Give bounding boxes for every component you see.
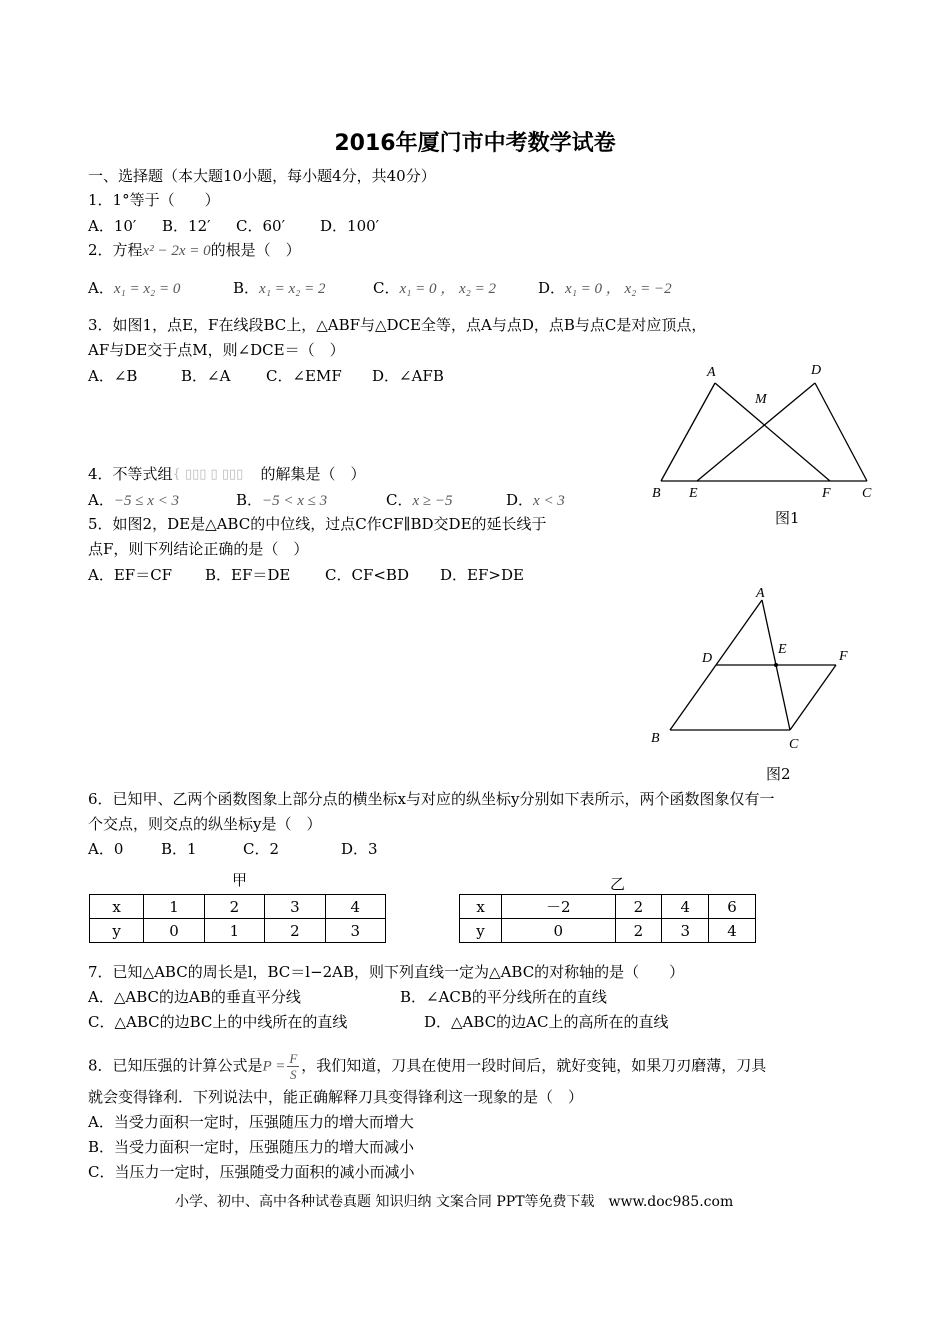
q8-formula-fraction [287,1051,299,1082]
q6-option-a: A．0 [88,840,124,858]
q4-option-a [88,490,236,511]
q4-option-c-label: C． [386,491,413,509]
table-cell: 4 [325,895,385,919]
fig1-label-e: E [689,486,698,501]
fig2-label-a: A [756,586,765,601]
q5-line1: 5．如图2，DE是△ABC的中位线，过点C作CF∥BD交DE的延长线于 [88,515,547,533]
q4-stem-pre: 4．不等式组 [88,465,173,483]
fig2-label-f: F [839,649,848,664]
table-cell: 4 [709,919,756,943]
q2-option-b-label: B． [233,279,260,297]
q6-options [88,839,378,859]
q6-option-d: D．3 [341,840,378,858]
q8-formula-denominator: S [290,1067,297,1082]
fig2-point-e [774,663,778,667]
q5-option-c: C．CF<BD [325,566,409,584]
q5-option-d: D．EF>DE [440,566,524,584]
q8-option-a: A．当受力面积一定时，压强随压力的增大而增大 [88,1113,414,1131]
table-row [460,895,756,919]
table-row [460,919,756,943]
q3-option-b: B．∠A [181,367,231,385]
table-cell: －2 [502,895,615,919]
q1-option-b: B．12′ [162,217,211,235]
q8-stem-pre: 8．已知压强的计算公式是 [88,1056,263,1075]
q7-option-a: A．△ABC的边AB的垂直平分线 [88,988,301,1006]
table-yi [459,894,756,943]
q7-option-d: D．△ABC的边AC上的高所在的直线 [424,1013,669,1031]
q2-option-a-label: A． [88,279,114,297]
q2-option-a-math: x₁ = x₂ = 0 [113,281,181,297]
fig1-segment-af [715,383,830,481]
q7-option-b: B．∠ACB的平分线所在的直线 [400,988,607,1006]
q8-option-c: C．当压力一定时，压强随受力面积的减小而减小 [88,1163,415,1181]
page-title: 2016年厦门市中考数学试卷 [334,131,616,156]
q2-options [88,278,672,299]
q3-options [88,366,444,386]
q7-stem: 7．已知△ABC的周长是l，BC＝l−2AB，则下列直线一定为△ABC的对称轴的是（ ） [88,963,685,981]
q4-option-a-math: −5 ≤ x < 3 [113,493,179,509]
q3-option-c: C．∠EMF [266,367,342,385]
q5-option-b: B．EF＝DE [205,566,291,584]
q1-options [88,216,379,236]
table-cell: y [90,919,144,943]
q6-option-c: C．2 [243,840,280,858]
table-cell: x [460,895,502,919]
q2-option-d [538,278,672,299]
q4-option-d-math: x < 3 [533,493,565,509]
q4-option-c [386,490,506,511]
q3-line2: AF与DE交于点M，则∠DCE＝（ ） [88,341,345,359]
q4-stem [88,464,366,485]
fig1-segment-dc [815,383,867,481]
table-cell: 3 [662,919,709,943]
q8-stem [88,1051,766,1082]
q4-option-b [236,490,386,511]
q2-equation: x² − 2x = 0 [142,243,211,259]
table-row [90,919,386,943]
q2-option-d-label: D． [538,279,566,297]
footer-text: 小学、初中、高中各种试卷真题 知识归纳 文案合同 PPT等免费下载 www.doc985.com [175,1194,734,1210]
q2-stem [88,240,301,261]
q2-option-b [233,278,373,299]
fig2-segment-cf [790,665,836,730]
table-jia-title: 甲 [232,871,248,889]
q4-option-a-label: A． [88,491,114,509]
q4-system-brace-icon: { ▯▯▯ ▯ ▯▯▯ [172,467,244,482]
table-cell: 1 [144,895,204,919]
table-cell: x [90,895,144,919]
q5-option-a: A．EF＝CF [88,566,173,584]
q1-option-a: A．10′ [88,217,137,235]
q4-option-c-math: x ≥ −5 [412,493,453,509]
fig1-label-d: D [811,363,822,378]
q2-option-a [88,278,233,299]
q4-option-b-label: B． [236,491,263,509]
fig1-label-m: M [755,392,767,407]
table-cell: 3 [325,919,385,943]
q6-option-b: B．1 [161,840,197,858]
q1-option-d: D．100′ [320,217,380,235]
table-cell: 2 [204,895,264,919]
q3-option-a: A．∠B [88,367,138,385]
q8-stem-post: ，我们知道，刀具在使用一段时间后，就好变钝，如果刀刃磨薄，刀具 [301,1056,767,1075]
table-jia [89,894,386,943]
table-yi-title: 乙 [610,875,626,893]
figure-1 [645,355,890,530]
table-cell: 3 [265,895,325,919]
fig1-segment-ab [661,383,715,481]
table-cell: 0 [144,919,204,943]
table-row [90,895,386,919]
q2-option-c-label: C． [373,279,400,297]
q4-stem-post: 的解集是（ ） [260,465,366,483]
q8-line2: 就会变得锋利．下列说法中，能正确解释刀具变得锋利这一现象的是（ ） [88,1088,584,1106]
q7-option-c: C．△ABC的边BC上的中线所在的直线 [88,1013,348,1031]
q5-options [88,565,524,585]
fig1-caption: 图1 [775,509,800,527]
fig2-label-d: D [702,651,713,666]
fig2-label-e: E [778,642,787,657]
q2-option-c-math: x₁ = 0 ， x₂ = 2 [399,281,496,297]
q4-option-b-math: −5 < x ≤ 3 [262,493,328,509]
q2-option-c [373,278,538,299]
q4-option-d-label: D． [506,491,534,509]
fig1-label-c: C [862,486,872,501]
q8-formula-numerator: F [289,1051,298,1066]
q5-line2: 点F，则下列结论正确的是（ ） [88,540,309,558]
q1-stem: 1．1°等于（ ） [88,191,220,209]
table-cell: y [460,919,502,943]
fig2-caption: 图2 [766,765,791,783]
fig1-label-a: A [707,365,716,380]
fig2-label-c: C [789,737,799,752]
q2-stem-post: 的根是（ ） [210,241,301,259]
q6-line2: 个交点，则交点的纵坐标y是（ ） [88,815,322,833]
table-cell: 0 [502,919,615,943]
q3-line1: 3．如图1，点E，F在线段BC上，△ABF与△DCE全等，点A与点D，点B与点C是对应顶点， [88,316,707,334]
table-cell: 2 [615,919,662,943]
q2-option-b-math: x₁ = x₂ = 2 [259,281,326,297]
q3-option-d: D．∠AFB [372,367,444,385]
fig1-label-b: B [652,486,661,501]
fig1-label-f: F [822,486,831,501]
table-cell: 2 [615,895,662,919]
section-heading: 一、选择题（本大题10小题，每小题4分，共40分） [88,167,436,185]
q4-options [88,490,565,511]
table-cell: 2 [265,919,325,943]
q2-option-d-math: x₁ = 0 ， x₂ = −2 [565,281,672,297]
q1-option-c: C．60′ [236,217,285,235]
fig2-label-b: B [651,731,660,746]
q8-formula-lhs: P = [262,1058,286,1075]
q4-option-d [506,490,565,511]
q2-stem-pre: 2．方程 [88,241,143,259]
table-cell: 1 [204,919,264,943]
table-cell: 4 [662,895,709,919]
table-cell: 6 [709,895,756,919]
q6-line1: 6．已知甲、乙两个函数图象上部分点的横坐标x与对应的纵坐标y分别如下表所示，两个函数图象仅有一 [88,790,775,808]
figure-2 [640,580,870,755]
q8-option-b: B．当受力面积一定时，压强随压力的增大而减小 [88,1138,415,1156]
